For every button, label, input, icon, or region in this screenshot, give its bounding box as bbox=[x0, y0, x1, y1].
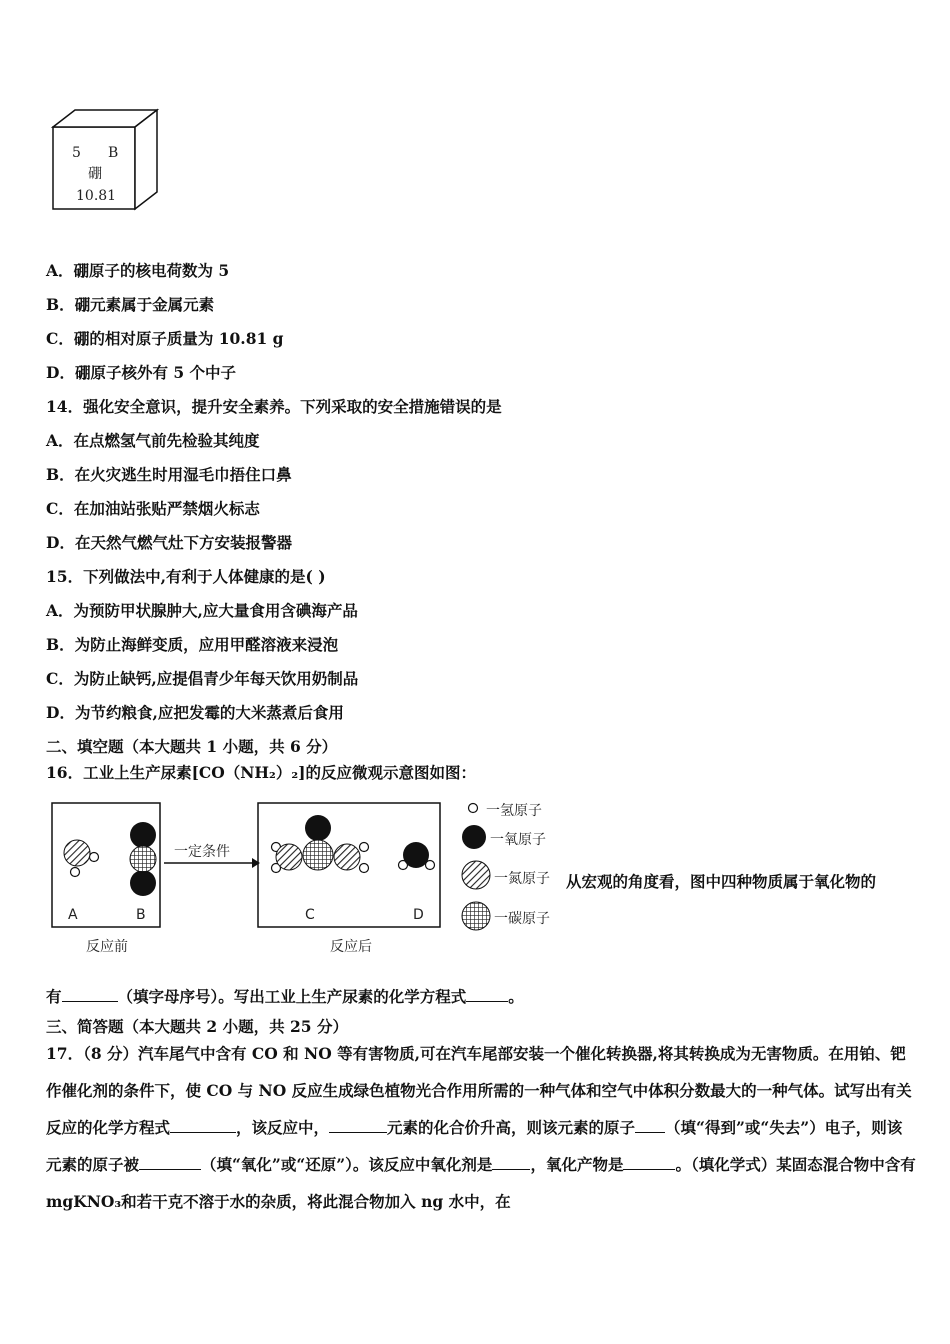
urea-oxygen-atom bbox=[305, 815, 331, 841]
q17-text-5: （填“氧化”或“还原”）。该反应中氧化剂是 bbox=[201, 1155, 493, 1174]
q14-option-b: B．在火灾逃生时用湿毛巾捂住口鼻 bbox=[46, 465, 292, 484]
legend-carbon: 一碳原子 bbox=[494, 911, 550, 927]
q17-text-4: （填“得到”或“失去”）电子，则该元素的原子被 bbox=[46, 1118, 903, 1174]
urea-carbon-atom bbox=[303, 840, 333, 870]
legend-nitrogen-icon bbox=[462, 861, 490, 889]
co2-carbon-atom bbox=[130, 846, 156, 872]
q15-option-d: D．为节约粮食,应把发霉的大米蒸煮后食用 bbox=[46, 703, 344, 722]
q16-text-a: 有 bbox=[46, 987, 62, 1006]
q16-text-b: （填字母序号）。写出工业上生产尿素的化学方程式 bbox=[117, 987, 467, 1006]
co2-oxygen-bottom bbox=[130, 870, 156, 896]
q17-text-6: ，氧化产物是 bbox=[530, 1155, 624, 1174]
q13-option-b: B．硼元素属于金属元素 bbox=[46, 295, 215, 314]
q15-option-b: B．为防止海鲜变质，应用甲醛溶液来浸泡 bbox=[46, 635, 339, 654]
arrow-label: 一定条件 bbox=[174, 844, 230, 860]
q15-option-a: A．为预防甲状腺肿大,应大量食用含碘海产品 bbox=[46, 601, 358, 620]
q15-option-c: C．为防止缺钙,应提倡青少年每天饮用奶制品 bbox=[46, 669, 359, 688]
q16-stem: 16．工业上生产尿素[CO（NH₂）₂]的反应微观示意图如图： bbox=[46, 763, 476, 782]
legend-hydrogen-icon bbox=[469, 804, 478, 813]
label-a: A bbox=[68, 907, 78, 923]
element-symbol: B bbox=[108, 145, 119, 161]
q17-paragraph bbox=[46, 1035, 916, 1220]
element-mass: 10.81 bbox=[76, 188, 117, 204]
q17-text-7: 。（填化学式）某固态混合物中含有 mgKNO₃和若干克不溶于水的杂质，将此混合物加入 ng 水中，在 bbox=[46, 1155, 916, 1211]
q13-option-c: C．硼的相对原子质量为 10.81 g bbox=[46, 329, 284, 348]
section-3-heading: 三、简答题（本大题共 2 小题，共 25 分） bbox=[46, 1017, 348, 1036]
label-c: C bbox=[305, 907, 315, 923]
q17-blank-oxidant[interactable] bbox=[492, 1153, 530, 1170]
q17-blank-redox[interactable] bbox=[139, 1153, 201, 1170]
water-oxygen-atom bbox=[403, 842, 429, 868]
section-2-heading: 二、填空题（本大题共 1 小题，共 6 分） bbox=[46, 737, 338, 756]
q17-blank-element[interactable] bbox=[329, 1116, 387, 1133]
urea-nitrogen-right bbox=[334, 844, 360, 870]
q16-answer-line bbox=[46, 985, 524, 1007]
q17-text-2: ，该反应中， bbox=[236, 1118, 330, 1137]
urea-nitrogen-left bbox=[276, 844, 302, 870]
q17-text-1: 17．（8 分）汽车尾气中含有 CO 和 NO 等有害物质,可在汽车尾部安装一个催化转换器,将其转换成为无害物质。在用铂、钯作催化剂的条件下，使 CO 与 NO 反应生成绿色植物光合作用所需的一种气体和空气中体积分数最大的一种气体。试写出有关反应的化学方程式 bbox=[46, 1044, 912, 1137]
legend-carbon-icon bbox=[462, 902, 490, 930]
q15-stem: 15．下列做法中,有利于人体健康的是( ) bbox=[46, 567, 326, 586]
element-name: 硼 bbox=[88, 166, 102, 182]
nh3-nitrogen-atom bbox=[64, 840, 90, 866]
q14-stem: 14．强化安全意识，提升安全素养。下列采取的安全措施错误的是 bbox=[46, 397, 502, 416]
boron-element-cube bbox=[48, 105, 168, 225]
q17-blank-oxidation-product[interactable] bbox=[623, 1153, 675, 1170]
legend-nitrogen: 一氮原子 bbox=[494, 871, 550, 887]
q13-option-a: A．硼原子的核电荷数为 5 bbox=[46, 261, 230, 280]
legend-hydrogen: 一氢原子 bbox=[486, 803, 542, 819]
q14-option-d: D．在天然气燃气灶下方安装报警器 bbox=[46, 533, 292, 552]
label-after: 反应后 bbox=[330, 939, 372, 955]
legend-oxygen: 一氧原子 bbox=[490, 832, 546, 848]
q17-blank-electron[interactable] bbox=[635, 1116, 665, 1133]
q17-blank-equation[interactable] bbox=[170, 1116, 236, 1133]
q14-option-a: A．在点燃氢气前先检验其纯度 bbox=[46, 431, 260, 450]
label-b: B bbox=[136, 907, 146, 923]
legend-oxygen-icon bbox=[462, 825, 486, 849]
co2-oxygen-top bbox=[130, 822, 156, 848]
label-d: D bbox=[413, 907, 424, 923]
element-number: 5 bbox=[72, 145, 81, 161]
q14-option-c: C．在加油站张贴严禁烟火标志 bbox=[46, 499, 260, 518]
q16-side-text: 从宏观的角度看，图中四种物质属于氧化物的 bbox=[566, 872, 877, 891]
q16-blank-oxides[interactable] bbox=[62, 985, 118, 1002]
label-before: 反应前 bbox=[86, 939, 128, 955]
q17-text-3: 元素的化合价升高，则该元素的原子 bbox=[387, 1118, 636, 1137]
q16-blank-equation[interactable] bbox=[466, 985, 508, 1002]
q16-text-c: 。 bbox=[508, 987, 524, 1006]
q13-option-d: D．硼原子核外有 5 个中子 bbox=[46, 363, 237, 382]
